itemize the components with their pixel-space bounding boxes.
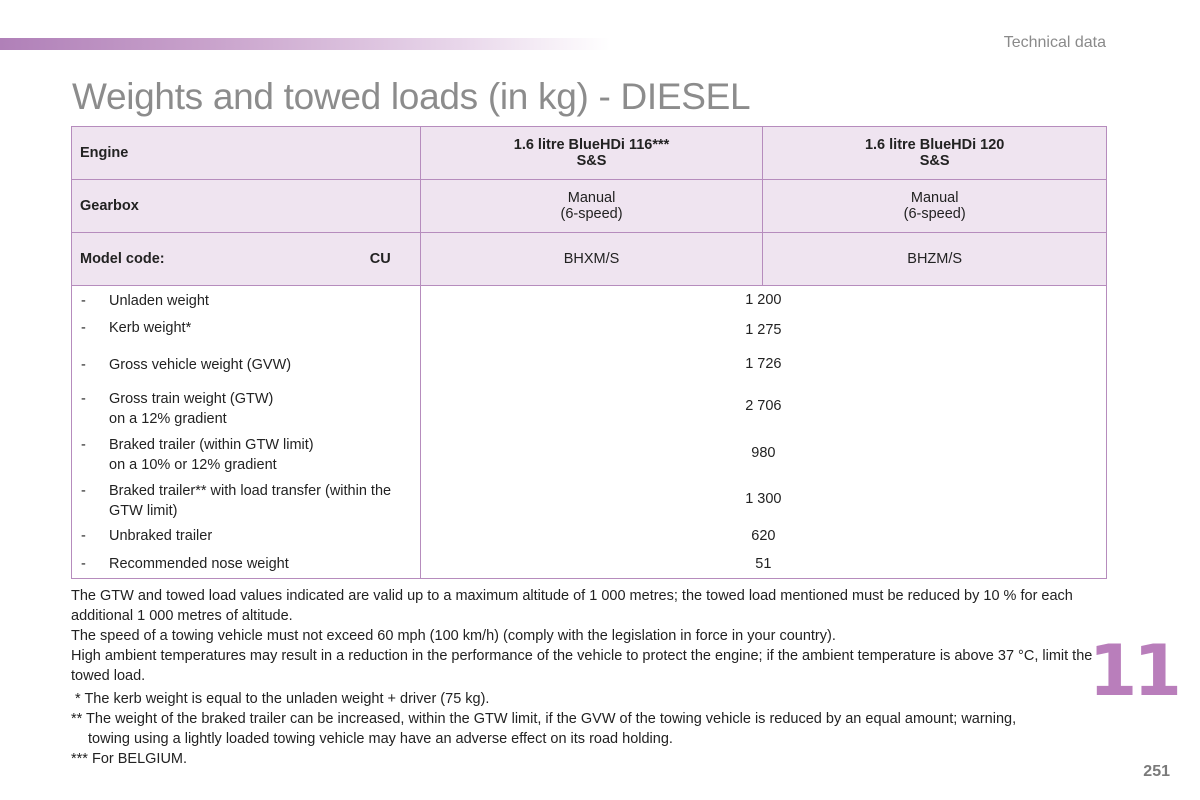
row-label: Unbraked trailer (109, 527, 213, 544)
row-label-line1: Gross train weight (GTW) (109, 390, 274, 407)
table-row (72, 315, 1107, 345)
gearbox-row (72, 180, 1107, 233)
row-dash: - (81, 293, 86, 309)
row-dash: - (81, 555, 86, 572)
engine-row (72, 127, 1107, 180)
model-code-suffix: CU (369, 251, 391, 267)
row-label-line1: Braked trailer** with load transfer (within the (109, 482, 392, 499)
model-code-cell (72, 233, 421, 286)
footnote-braked-trailer: ** The weight of the braked trailer can be increased, within the GTW limit, if the GVW of the towing vehicle is reduced by an equal amount; warning, (71, 711, 1017, 727)
engine-col2-line2: S&S (919, 153, 950, 169)
row-label-cell (72, 430, 421, 476)
page-number: 251 (1143, 763, 1170, 780)
row-value: 2 706 (420, 383, 1106, 430)
section-label: Technical data (1003, 34, 1106, 51)
row-label-line2: GTW limit) (109, 502, 178, 519)
row-label-cell (72, 383, 421, 430)
engine-col2-line1: 1.6 litre BlueHDi 120 (864, 137, 1005, 153)
notes-section (71, 586, 1111, 769)
table-row (72, 286, 1107, 315)
row-label-cell (72, 522, 421, 550)
row-label: Recommended nose weight (109, 555, 289, 572)
model-code-row (72, 233, 1107, 286)
gearbox-col2-line1: Manual (910, 190, 959, 206)
footnote-belgium: *** For BELGIUM. (71, 751, 188, 767)
row-label-cell (72, 286, 421, 315)
row-value: 620 (420, 522, 1106, 550)
page-title: Weights and towed loads (in kg) - DIESEL (72, 76, 751, 117)
table-row (72, 522, 1107, 550)
gearbox-label: Gearbox (72, 180, 421, 233)
row-value: 980 (420, 430, 1106, 476)
engine-col1-line2: S&S (576, 153, 607, 169)
note-temperature: High ambient temperatures may result in a reduction in the performance of the vehicle to protect the engine; if the ambient temperature is above 37 °C, limit the towed load. (71, 648, 1093, 684)
row-label: Unladen weight (109, 293, 209, 309)
row-value: 1 300 (420, 476, 1106, 522)
row-dash: - (81, 527, 86, 544)
table-row (72, 476, 1107, 522)
row-label-cell (72, 476, 421, 522)
engine-label: Engine (72, 127, 421, 180)
note-speed: The speed of a towing vehicle must not exceed 60 mph (100 km/h) (comply with the legislation in force in your country). (71, 628, 836, 644)
row-dash: - (81, 482, 86, 499)
engine-col1-line1: 1.6 litre BlueHDi 116*** (513, 137, 670, 153)
engine-col2 (763, 127, 1107, 180)
row-label: Gross vehicle weight (GVW) (109, 356, 292, 373)
model-code-col2: BHZM/S (763, 233, 1107, 286)
row-dash: - (81, 436, 86, 453)
gearbox-col2-line2: (6-speed) (903, 206, 966, 222)
table-row (72, 345, 1107, 383)
model-code-label: Model code: (80, 251, 165, 267)
row-label-cell (72, 550, 421, 579)
row-value: 1 726 (420, 345, 1106, 383)
model-code-col1: BHXM/S (420, 233, 763, 286)
row-label-cell (72, 315, 421, 345)
gearbox-col1 (420, 180, 763, 233)
row-label-line2: on a 10% or 12% gradient (109, 456, 277, 473)
chapter-number: 11 (1088, 630, 1178, 712)
gearbox-col1-line1: Manual (567, 190, 616, 206)
row-label-line1: Braked trailer (within GTW limit) (109, 436, 314, 453)
gearbox-col1-line2: (6-speed) (560, 206, 623, 222)
row-dash: - (81, 390, 86, 407)
row-label-cell (72, 345, 421, 383)
row-value: 1 200 (420, 286, 1106, 315)
row-dash: - (81, 356, 86, 373)
engine-col1 (420, 127, 763, 180)
gearbox-col2 (763, 180, 1107, 233)
footnote-kerb-weight: * The kerb weight is equal to the unladen weight + driver (75 kg). (71, 691, 490, 707)
header-accent-band (0, 38, 610, 50)
row-label: Kerb weight* (109, 319, 192, 336)
footnote-braked-trailer-cont: towing using a lightly loaded towing vehicle may have an adverse effect on its road holding. (88, 731, 673, 747)
table-row (72, 383, 1107, 430)
table-row (72, 550, 1107, 579)
row-dash: - (81, 319, 86, 336)
row-value: 51 (420, 550, 1106, 579)
table-row (72, 430, 1107, 476)
row-value: 1 275 (420, 315, 1106, 345)
row-label-line2: on a 12% gradient (109, 410, 227, 427)
note-altitude: The GTW and towed load values indicated are valid up to a maximum altitude of 1 000 metres; the towed load mentioned must be reduced by 10 % for each additional 1 000 metres of altitude. (71, 588, 1073, 624)
weights-table (71, 126, 1107, 579)
